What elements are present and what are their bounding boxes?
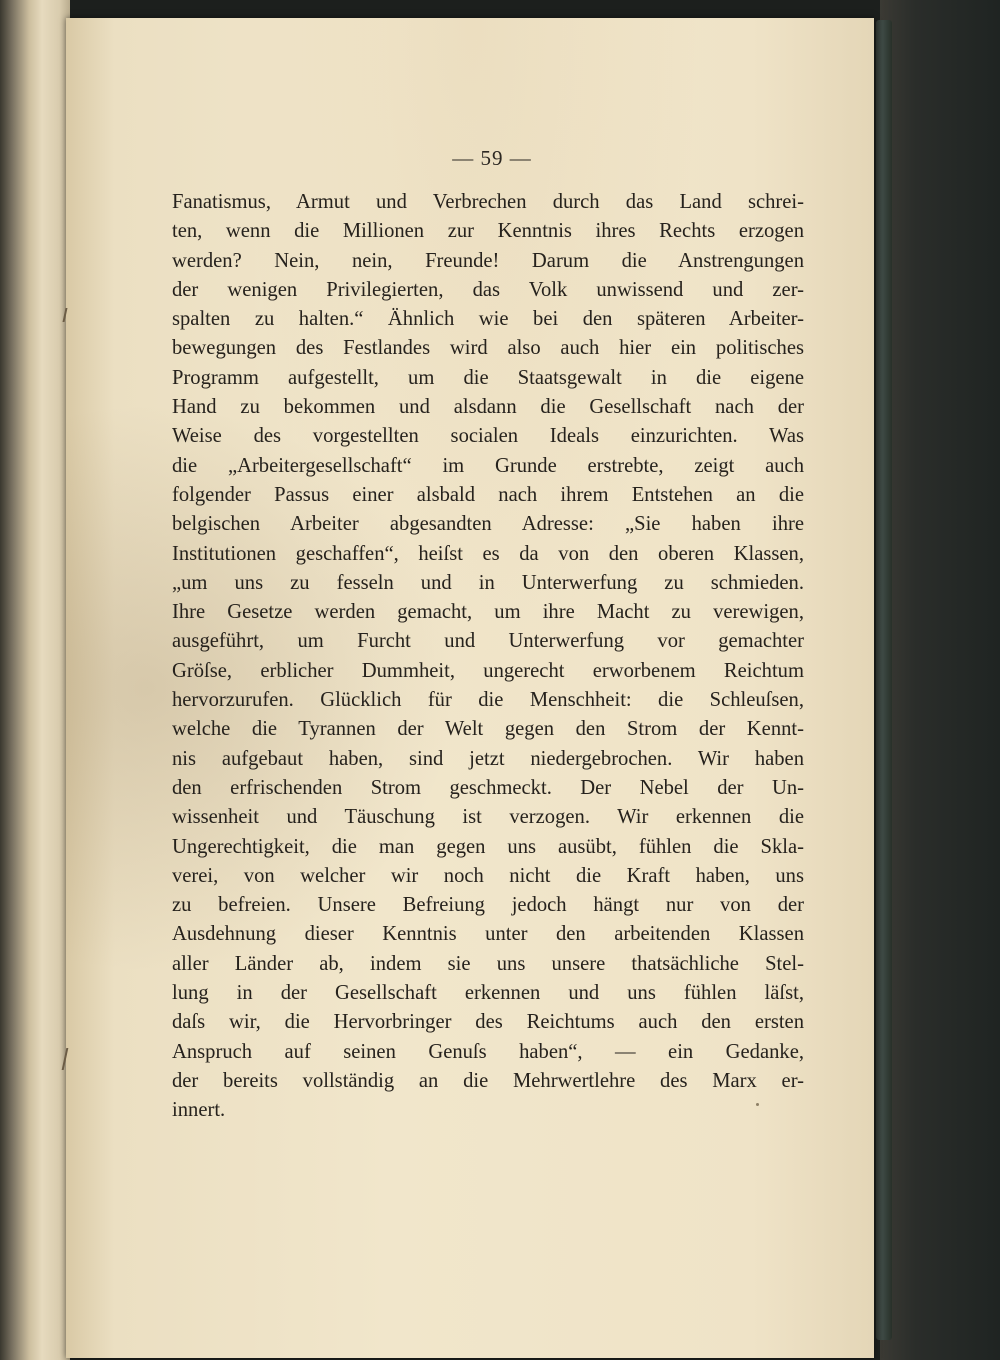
text-line: hervorzurufen. Glücklich für die Menschheit: die Schleuſsen,	[172, 689, 804, 712]
body-text	[172, 188, 804, 1126]
text-line: wissenheit und Täuschung ist verzogen. Wir erkennen die	[172, 806, 804, 829]
text-line: der wenigen Privilegierten, das Volk unwissend und zer-	[172, 278, 804, 301]
text-line: Hand zu bekommen und alsdann die Gesellschaft nach der	[172, 396, 804, 419]
text-line: nis aufgebaut haben, sind jetzt niedergebrochen. Wir haben	[172, 747, 804, 770]
text-line: Ihre Gesetze werden gemacht, um ihre Macht zu verewigen,	[172, 601, 804, 624]
text-line: daſs wir, die Hervorbringer des Reichtums auch den ersten	[172, 1011, 804, 1034]
text-line: ten, wenn die Millionen zur Kenntnis ihres Rechts erzogen	[172, 220, 804, 243]
text-line: der bereits vollständig an die Mehrwertlehre des Marx er-	[172, 1069, 804, 1092]
text-line: Anspruch auf seinen Genuſs haben“, — ein Gedanke,	[172, 1040, 804, 1063]
text-line: werden? Nein, nein, Freunde! Darum die Anstrengungen	[172, 249, 804, 272]
text-line: Gröſse, erblicher Dummheit, ungerecht erworbenem Reichtum	[172, 659, 804, 682]
text-line: Fanatismus, Armut und Verbrechen durch das Land schrei-	[172, 191, 804, 213]
text-line: Weise des vorgestellten socialen Ideals einzurichten. Was	[172, 425, 804, 448]
book-page	[66, 18, 874, 1358]
cover-edge	[876, 20, 892, 1340]
book-cover	[880, 0, 1000, 1360]
text-line: bewegungen des Festlandes wird also auch hier ein politisches	[172, 337, 804, 360]
text-line: ausgeführt, um Furcht und Unterwerfung vor gemachter	[172, 630, 804, 653]
page-number: — 59 —	[452, 146, 532, 170]
text-line: lung in der Gesellschaft erkennen und uns fühlen läſst,	[172, 982, 804, 1005]
text-line: zu befreien. Unsere Befreiung jedoch hängt nur von der	[172, 894, 804, 917]
text-line: Ausdehnung dieser Kenntnis unter den arbeitenden Klassen	[172, 923, 804, 946]
paper-speck	[756, 1103, 759, 1106]
text-line: Programm aufgestellt, um die Staatsgewalt in die eigene	[172, 366, 804, 389]
text-line: den erfrischenden Strom geschmeckt. Der Nebel der Un-	[172, 776, 804, 799]
text-line: folgender Passus einer alsbald nach ihrem Entstehen an die	[172, 483, 804, 506]
text-line: die „Arbeitergesellschaft“ im Grunde erstrebte, zeigt auch	[172, 454, 804, 477]
text-line: welche die Tyrannen der Welt gegen den Strom der Kennt-	[172, 718, 804, 741]
text-line: innert.	[172, 1099, 226, 1122]
text-line: aller Länder ab, indem sie uns unsere thatsächliche Stel-	[172, 952, 804, 975]
facing-page-edge	[0, 0, 70, 1360]
text-line: Institutionen geschaffen“, heiſst es da von den oberen Klassen,	[172, 542, 804, 565]
text-line: belgischen Arbeiter abgesandten Adresse: „Sie haben ihre	[172, 513, 804, 536]
text-line: „um uns zu fesseln und in Unterwerfung zu schmieden.	[172, 571, 804, 594]
text-line: Ungerechtigkeit, die man gegen uns ausübt, fühlen die Skla-	[172, 835, 804, 858]
text-line: verei, von welcher wir noch nicht die Kraft haben, uns	[172, 864, 804, 887]
text-line: spalten zu halten.“ Ähnlich wie bei den späteren Arbeiter-	[172, 308, 804, 331]
